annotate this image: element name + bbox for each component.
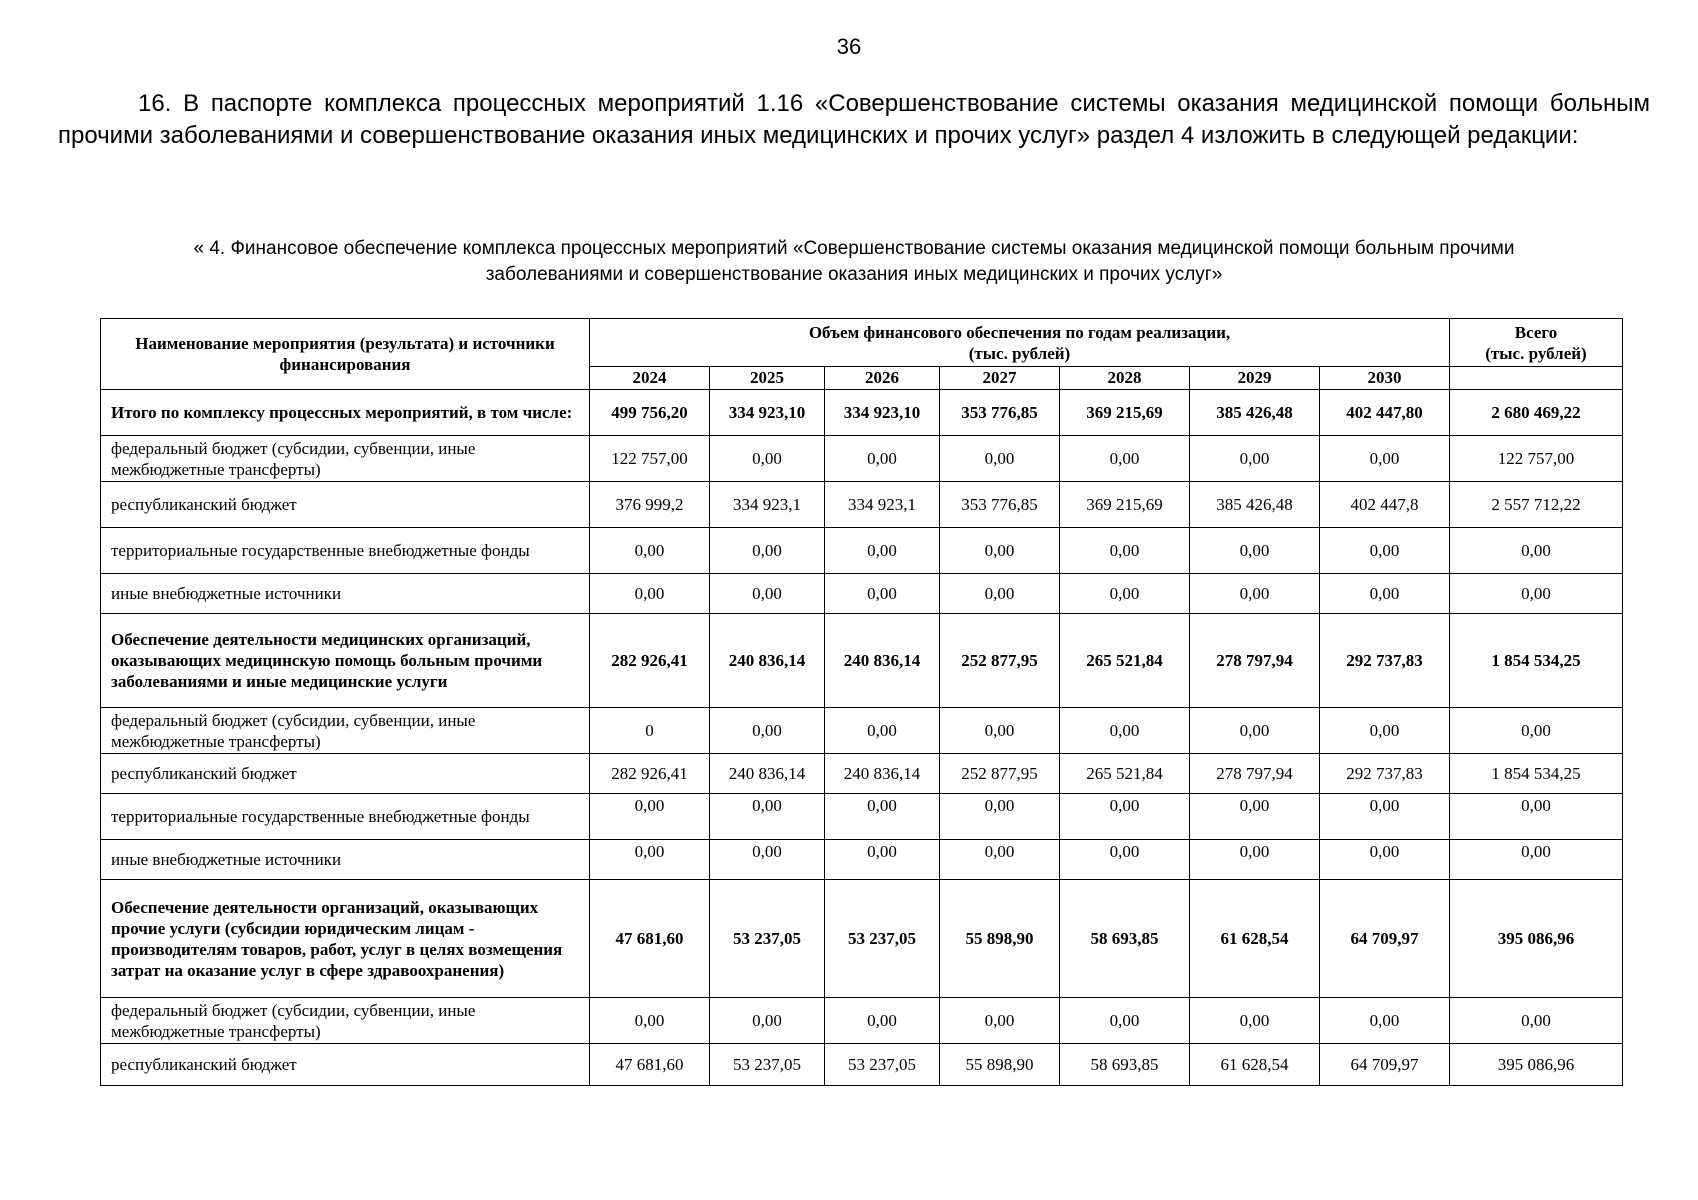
value-cell: 402 447,8	[1320, 482, 1450, 528]
value-cell: 0,00	[940, 528, 1060, 574]
table-row	[101, 390, 1623, 436]
value-cell: 0,00	[1190, 998, 1320, 1044]
total-cell: 395 086,96	[1450, 1044, 1623, 1086]
value-cell: 278 797,94	[1190, 754, 1320, 794]
total-cell: 1 854 534,25	[1450, 614, 1623, 708]
value-cell: 353 776,85	[940, 390, 1060, 436]
table-row	[101, 482, 1623, 528]
value-cell: 0,00	[590, 840, 710, 880]
value-cell: 0,00	[1320, 436, 1450, 482]
value-cell: 0,00	[825, 794, 940, 840]
value-cell: 334 923,1	[710, 482, 825, 528]
header-name: Наименование мероприятия (результата) и источники финансирования	[101, 319, 590, 390]
total-cell: 0,00	[1450, 528, 1623, 574]
value-cell: 53 237,05	[825, 1044, 940, 1086]
value-cell: 0,00	[825, 708, 940, 754]
table-row	[101, 708, 1623, 754]
value-cell: 265 521,84	[1060, 614, 1190, 708]
total-cell: 2 680 469,22	[1450, 390, 1623, 436]
value-cell: 0,00	[1320, 998, 1450, 1044]
value-cell: 0,00	[710, 998, 825, 1044]
table-row	[101, 998, 1623, 1044]
value-cell: 0,00	[940, 708, 1060, 754]
row-name-cell: республиканский бюджет	[101, 482, 590, 528]
value-cell: 334 923,10	[825, 390, 940, 436]
value-cell: 0,00	[940, 840, 1060, 880]
value-cell: 499 756,20	[590, 390, 710, 436]
value-cell: 55 898,90	[940, 1044, 1060, 1086]
value-cell: 0,00	[1320, 574, 1450, 614]
value-cell: 0,00	[1190, 708, 1320, 754]
table-row	[101, 880, 1623, 998]
value-cell: 0,00	[940, 998, 1060, 1044]
value-cell: 64 709,97	[1320, 880, 1450, 998]
value-cell: 282 926,41	[590, 754, 710, 794]
value-cell: 278 797,94	[1190, 614, 1320, 708]
value-cell: 369 215,69	[1060, 482, 1190, 528]
value-cell: 402 447,80	[1320, 390, 1450, 436]
value-cell: 0,00	[1060, 708, 1190, 754]
table-row	[101, 528, 1623, 574]
row-name-cell: республиканский бюджет	[101, 1044, 590, 1086]
value-cell: 53 237,05	[710, 1044, 825, 1086]
value-cell: 0,00	[1060, 998, 1190, 1044]
row-name-cell: территориальные государственные внебюджетные фонды	[101, 794, 590, 840]
value-cell: 0,00	[1320, 794, 1450, 840]
value-cell: 0,00	[825, 840, 940, 880]
header-total-line-1: Всего	[1514, 322, 1558, 342]
total-cell: 0,00	[1450, 708, 1623, 754]
value-cell: 55 898,90	[940, 880, 1060, 998]
value-cell: 0,00	[710, 708, 825, 754]
value-cell: 0,00	[825, 528, 940, 574]
value-cell: 53 237,05	[710, 880, 825, 998]
table-body	[101, 390, 1623, 1086]
row-name-cell: Обеспечение деятельности организаций, оказывающих прочие услуги (субсидии юридическим лицам - производителям товаров, работ, услуг в целях возмещения затрат на оказание услуг в сфере здравоохранения)	[101, 880, 590, 998]
year-header: 2025	[710, 367, 825, 390]
page-number: 36	[836, 34, 862, 59]
value-cell: 0,00	[710, 794, 825, 840]
table-row	[101, 754, 1623, 794]
value-cell: 0,00	[590, 794, 710, 840]
value-cell: 0,00	[940, 574, 1060, 614]
value-cell: 58 693,85	[1060, 880, 1190, 998]
value-cell: 292 737,83	[1320, 614, 1450, 708]
value-cell: 0	[590, 708, 710, 754]
value-cell: 0,00	[590, 528, 710, 574]
table-row	[101, 614, 1623, 708]
value-cell: 369 215,69	[1060, 390, 1190, 436]
value-cell: 252 877,95	[940, 614, 1060, 708]
value-cell: 0,00	[1060, 840, 1190, 880]
year-header: 2024	[590, 367, 710, 390]
value-cell: 0,00	[1190, 840, 1320, 880]
value-cell: 334 923,10	[710, 390, 825, 436]
value-cell: 240 836,14	[825, 754, 940, 794]
value-cell: 376 999,2	[590, 482, 710, 528]
section-title	[58, 236, 1650, 288]
value-cell: 334 923,1	[825, 482, 940, 528]
row-name-cell: территориальные государственные внебюджетные фонды	[101, 528, 590, 574]
year-header: 2030	[1320, 367, 1450, 390]
value-cell: 0,00	[940, 794, 1060, 840]
value-cell: 0,00	[710, 840, 825, 880]
row-name-cell: Итого по комплексу процессных мероприятий, в том числе:	[101, 390, 590, 436]
value-cell: 252 877,95	[940, 754, 1060, 794]
value-cell: 0,00	[825, 998, 940, 1044]
table-row	[101, 436, 1623, 482]
value-cell: 0,00	[1060, 436, 1190, 482]
header-total-line-2: (тыс. рублей)	[1485, 343, 1587, 363]
year-header: 2029	[1190, 367, 1320, 390]
value-cell: 292 737,83	[1320, 754, 1450, 794]
value-cell: 265 521,84	[1060, 754, 1190, 794]
section-title-line-1: « 4. Финансовое обеспечение комплекса процессных мероприятий «Совершенствование системы оказания медицинской помощи больным прочими	[193, 238, 1515, 259]
value-cell: 353 776,85	[940, 482, 1060, 528]
value-cell: 0,00	[825, 574, 940, 614]
year-header: 2026	[825, 367, 940, 390]
row-name-cell: федеральный бюджет (субсидии, субвенции, иные межбюджетные трансферты)	[101, 708, 590, 754]
value-cell: 0,00	[710, 436, 825, 482]
value-cell: 61 628,54	[1190, 1044, 1320, 1086]
row-name-cell: Обеспечение деятельности медицинских организаций, оказывающих медицинскую помощь больным прочими заболеваниями и иные медицинские услуги	[101, 614, 590, 708]
header-total	[1450, 319, 1623, 367]
financing-table	[100, 318, 1623, 1086]
year-header: 2028	[1060, 367, 1190, 390]
value-cell: 0,00	[1320, 528, 1450, 574]
row-name-cell: республиканский бюджет	[101, 754, 590, 794]
row-name-cell: иные внебюджетные источники	[101, 574, 590, 614]
value-cell: 58 693,85	[1060, 1044, 1190, 1086]
header-volume	[590, 319, 1450, 367]
value-cell: 53 237,05	[825, 880, 940, 998]
value-cell: 0,00	[1320, 840, 1450, 880]
value-cell: 0,00	[1060, 574, 1190, 614]
value-cell: 0,00	[590, 998, 710, 1044]
value-cell: 0,00	[1190, 436, 1320, 482]
value-cell: 0,00	[710, 528, 825, 574]
total-cell: 122 757,00	[1450, 436, 1623, 482]
value-cell: 0,00	[590, 574, 710, 614]
value-cell: 0,00	[1190, 794, 1320, 840]
row-name-cell: федеральный бюджет (субсидии, субвенции, иные межбюджетные трансферты)	[101, 436, 590, 482]
value-cell: 0,00	[1190, 574, 1320, 614]
total-cell: 1 854 534,25	[1450, 754, 1623, 794]
value-cell: 47 681,60	[590, 880, 710, 998]
value-cell: 282 926,41	[590, 614, 710, 708]
value-cell: 0,00	[1190, 528, 1320, 574]
value-cell: 0,00	[940, 436, 1060, 482]
total-cell: 2 557 712,22	[1450, 482, 1623, 528]
section-title-line-2: заболеваниями и совершенствование оказания иных медицинских и прочих услуг»	[485, 264, 1223, 285]
table-row	[101, 1044, 1623, 1086]
total-cell: 0,00	[1450, 794, 1623, 840]
value-cell: 0,00	[825, 436, 940, 482]
value-cell: 64 709,97	[1320, 1044, 1450, 1086]
value-cell: 385 426,48	[1190, 390, 1320, 436]
value-cell: 0,00	[1060, 528, 1190, 574]
value-cell: 122 757,00	[590, 436, 710, 482]
total-cell: 0,00	[1450, 574, 1623, 614]
value-cell: 61 628,54	[1190, 880, 1320, 998]
amendment-paragraph: 16. В паспорте комплекса процессных мероприятий 1.16 «Совершенствование системы оказания медицинской помощи больным прочими заболеваниями и совершенствование оказания иных медицинских и прочих услуг» раздел 4 изложить в следующей редакции:	[58, 90, 1650, 149]
value-cell: 0,00	[1320, 708, 1450, 754]
value-cell: 47 681,60	[590, 1044, 710, 1086]
value-cell: 240 836,14	[710, 754, 825, 794]
value-cell: 385 426,48	[1190, 482, 1320, 528]
value-cell: 240 836,14	[710, 614, 825, 708]
total-cell: 395 086,96	[1450, 880, 1623, 998]
total-cell: 0,00	[1450, 998, 1623, 1044]
table-row	[101, 794, 1623, 840]
value-cell: 0,00	[1060, 794, 1190, 840]
header-volume-line-2: (тыс. рублей)	[968, 343, 1071, 363]
value-cell: 0,00	[710, 574, 825, 614]
row-name-cell: федеральный бюджет (субсидии, субвенции, иные межбюджетные трансферты)	[101, 998, 590, 1044]
table-row	[101, 574, 1623, 614]
row-name-cell: иные внебюджетные источники	[101, 840, 590, 880]
header-volume-line-1: Объем финансового обеспечения по годам реализации,	[808, 322, 1231, 342]
value-cell: 240 836,14	[825, 614, 940, 708]
year-header: 2027	[940, 367, 1060, 390]
total-cell: 0,00	[1450, 840, 1623, 880]
total-year-blank-cell	[1450, 367, 1623, 390]
table-row	[101, 840, 1623, 880]
